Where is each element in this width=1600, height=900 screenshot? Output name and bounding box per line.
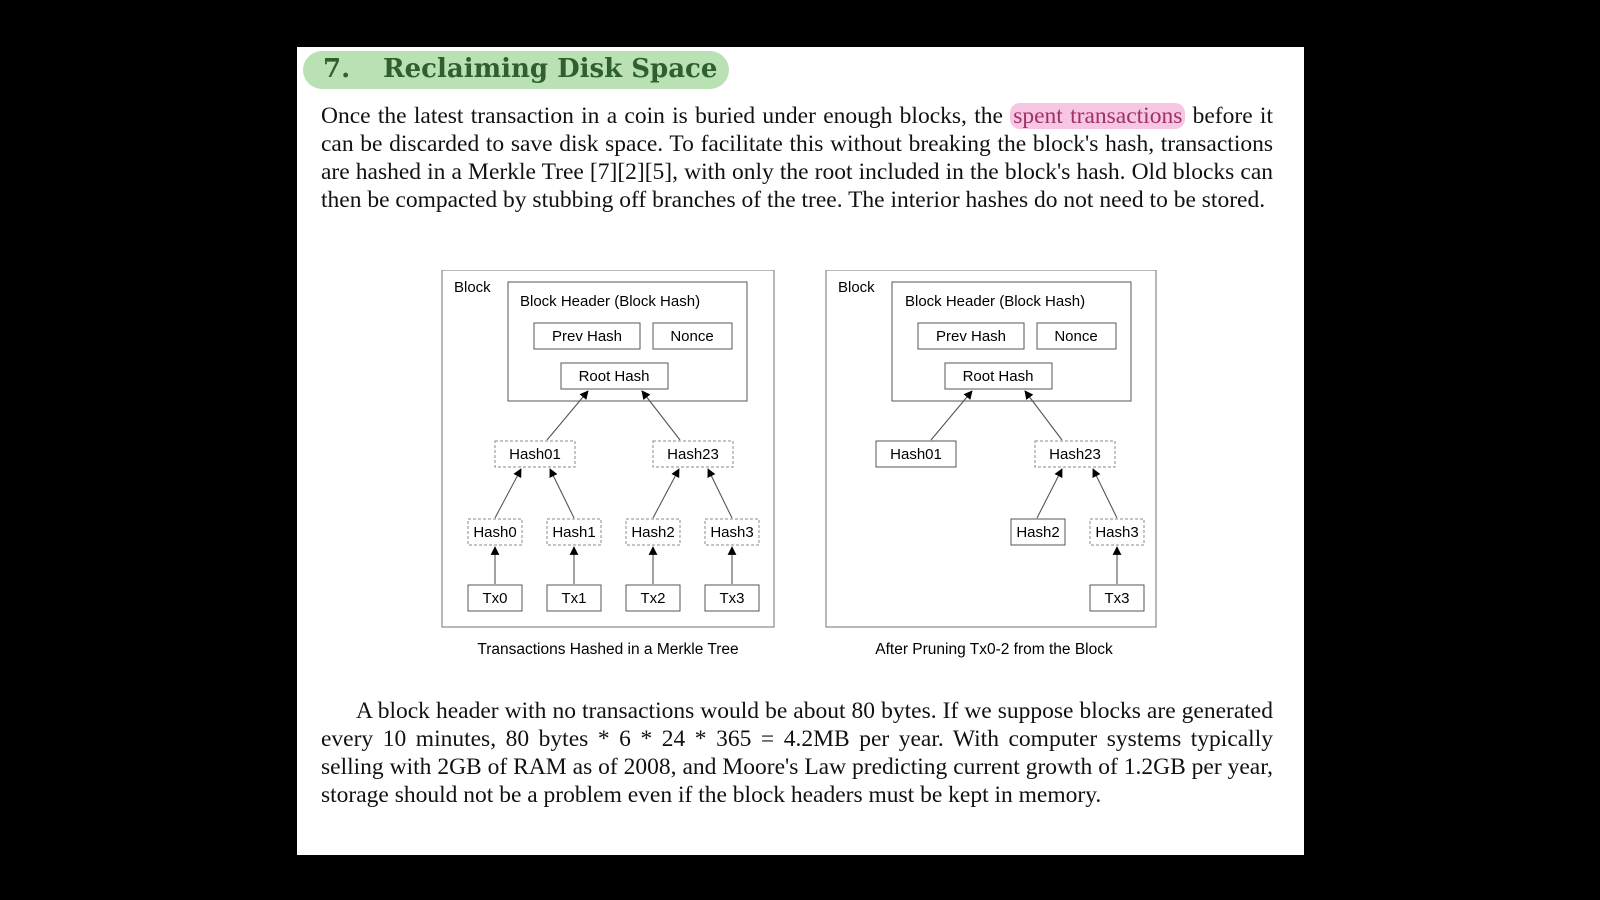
hash23-label: Hash23 [667,446,719,463]
hash23-label: Hash23 [1049,446,1101,463]
block-label: Block [838,279,875,296]
hash0-label: Hash0 [473,524,517,541]
tree-arrows [931,391,1117,584]
section-title: Reclaiming Disk Space [383,54,718,84]
hash3-label: Hash3 [1095,524,1139,541]
tree-arrows [495,391,732,584]
section-number: 7. [323,54,351,84]
hash2-label: Hash2 [631,524,675,541]
hash3-label: Hash3 [710,524,754,541]
prev-hash-label: Prev Hash [935,328,1007,345]
tx2-label: Tx2 [640,590,666,607]
paragraph-intro-text-b: before it can be discarded to save disk space. To facilitate this without breaking the block's hash, transactions are hashed in a Merkle Tree [7][2][5], with only the root included in the block's hash. Old blocks can then be compacted by stubbing off branches of the tree. The interior hashes do not need to be stored. [321,103,1273,213]
hash2-label: Hash2 [1016,524,1060,541]
tx3-label: Tx3 [1104,590,1130,607]
block-label: Block [454,279,491,296]
nonce-label: Nonce [1054,328,1098,345]
merkle-tree-figure [297,270,1304,690]
diagram-full-tree [442,270,774,658]
nonce-label: Nonce [670,328,714,345]
paper-page [297,47,1304,855]
prev-hash-label: Prev Hash [551,328,623,345]
root-hash-label: Root Hash [578,368,650,385]
figure-caption-right: After Pruning Tx0-2 from the Block [875,641,1113,658]
paragraph-storage: A block header with no transactions would be about 80 bytes. If we suppose blocks are generated every 10 minutes, 80 bytes * 6 * 24 * 365 = 4.2MB per year. With computer systems typically selling with 2GB of RAM as of 2008, and Moore's Law predicting current growth of 1.2GB per year, storage should not be a problem even if the block headers must be kept in memory. [321,698,1273,808]
hash01-label: Hash01 [509,446,561,463]
highlighted-phrase: spent transactions [1010,103,1185,129]
tx3-label: Tx3 [719,590,745,607]
hash01-label: Hash01 [890,446,942,463]
block-header-label: Block Header (Block Hash) [520,293,701,310]
paragraph-intro-text-a: Once the latest transaction in a coin is buried under enough blocks, the [321,103,1011,129]
block-header-label: Block Header (Block Hash) [905,293,1086,310]
diagram-pruned-tree [826,270,1156,658]
hash1-label: Hash1 [552,524,596,541]
section-heading [303,51,729,89]
root-hash-label: Root Hash [962,368,1034,385]
tx0-label: Tx0 [482,590,508,607]
tx1-label: Tx1 [561,590,587,607]
paragraph-intro [321,102,1273,214]
figure-caption-left: Transactions Hashed in a Merkle Tree [477,641,739,658]
